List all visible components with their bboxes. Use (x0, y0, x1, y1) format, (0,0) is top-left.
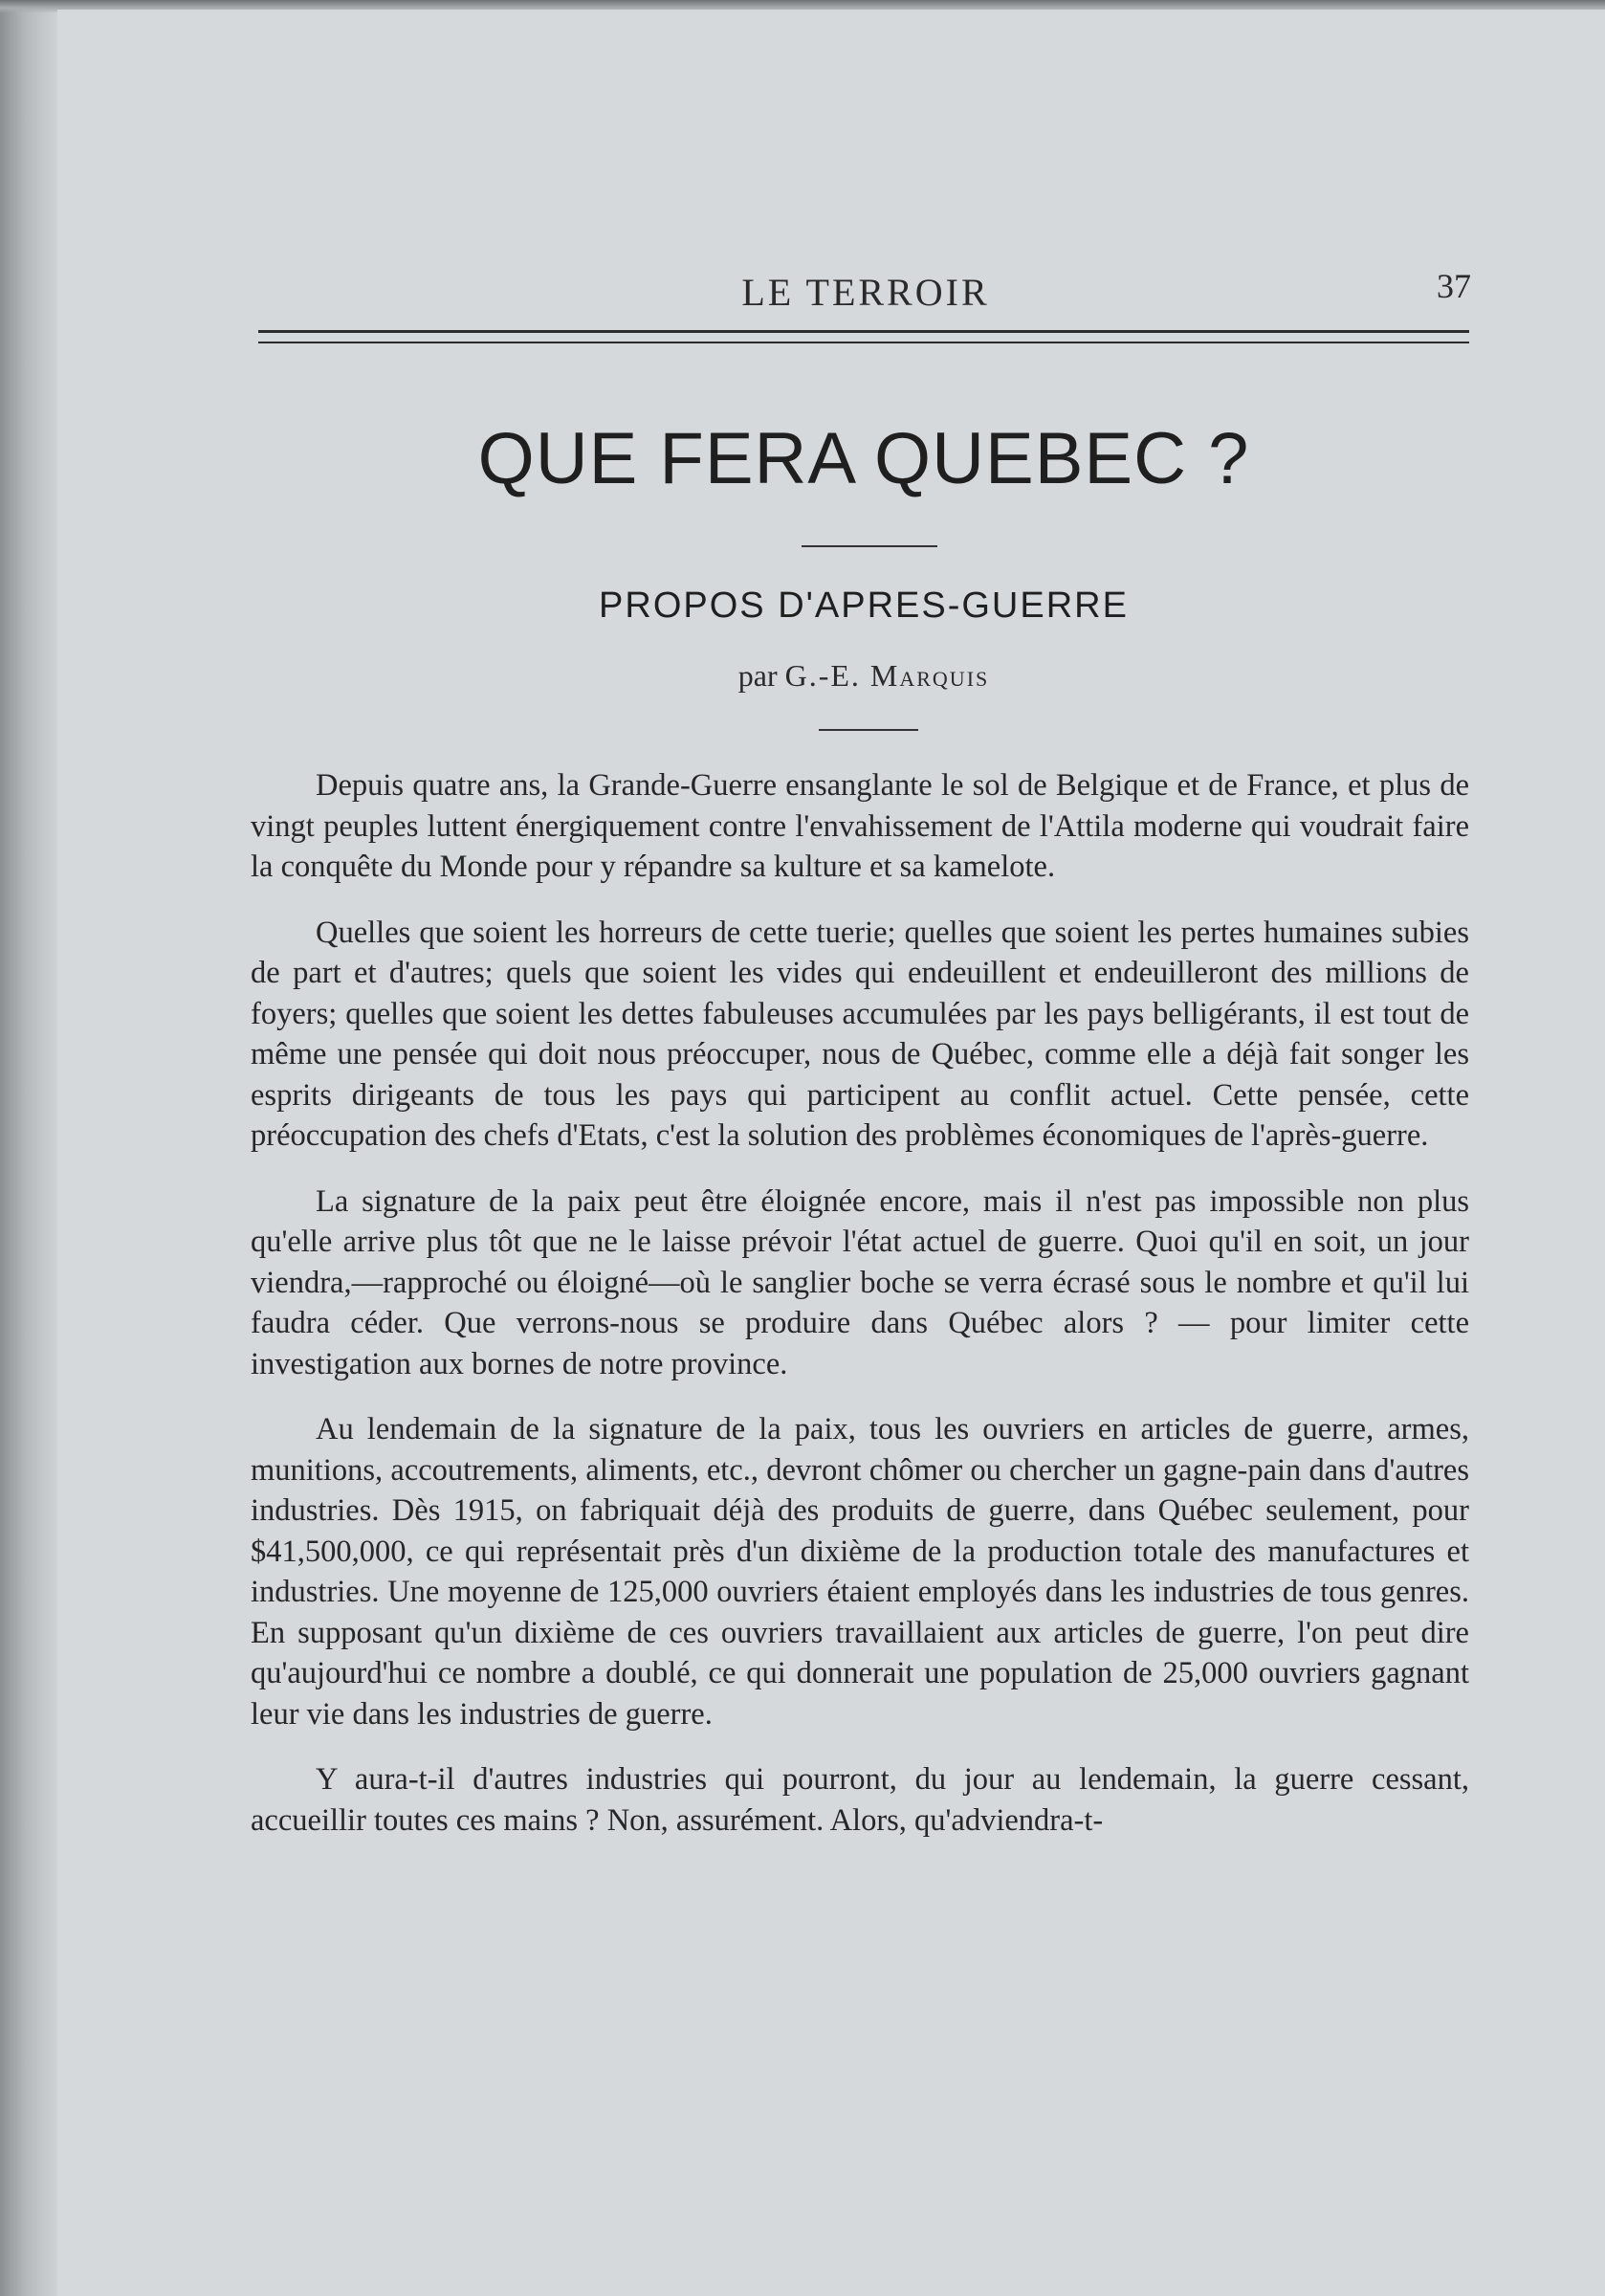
book-binding-edge (0, 0, 57, 2296)
byline-prefix: par (737, 658, 778, 693)
byline-dash-rule (819, 729, 918, 731)
paragraph-5: Y aura-t-il d'autres industries qui pourront, du jour au lendemain, la guerre cessant, accueillir toutes ces mains ? Non, assurément. Alors, qu'adviendra-t- (251, 1762, 1469, 1838)
article-title: QUE FERA QUEBEC ? (477, 418, 1250, 499)
paragraph-1: Depuis quatre ans, la Grande-Guerre ensanglante le sol de Belgique et de France, et plus de vingt peuples luttent énergiquement contre l'envahissement de l'Attila moderne qui voudrait faire la conquête du Monde pour y répandre sa kulture et sa kamelote. (251, 768, 1469, 884)
running-head (260, 267, 1471, 318)
running-title: LE TERROIR (741, 271, 990, 314)
paragraph-2: Quelles que soient les horreurs de cette tuerie; quelles que soient les pertes humaines subies de part et d'autres; quels que soient les vides qui endeuillent et endeuilleront des millions de foyers; quelles que soient les dettes fabuleuses accumulées par les pays belligérants, il est tout de même une pensée qui doit nous préoccuper, nous de Québec, comme elle a déjà fait songer les esprits dirigeants de tous les pays qui participent au conflit actuel. Cette pensée, cette préoccupation des chefs d'Etats, c'est la solution des problèmes économiques de l'après-guerre. (251, 915, 1469, 1153)
paragraph-3: La signature de la paix peut être éloignée encore, mais il n'est pas impossible non plus qu'elle arrive plus tôt que ne le laisse prévoir l'état actuel de guerre. Quoi qu'il en soit, un jour viendra,—rapproché ou éloigné—où le sanglier boche se verra écrasé sous le nombre et qu'il lui faudra céder. Que verrons-nous se produire dans Québec alors ? — pour limiter cette investigation aux bornes de notre province. (251, 1183, 1469, 1381)
page-number: 37 (1437, 267, 1471, 305)
article-subtitle: PROPOS D'APRES-GUERRE (599, 585, 1129, 626)
byline (258, 658, 1469, 694)
title-dash-rule (802, 545, 937, 547)
paragraph-4: Au lendemain de la signature de la paix, tous les ouvriers en articles de guerre, armes, munitions, accoutrements, aliments, etc., devront chômer ou chercher un gagne-pain dans d'autres industries. Dès 1915, on fabriquait déjà des produits de guerre, dans Québec seulement, pour $41,500,000, ce qui représentait près d'un dixième de la production totale des manufactures et industries. Une moyenne de 125,000 ouvriers étaient employés dans les industries de tous genres. En supposant qu'un dixième de ces ouvriers travaillaient aux articles de guerre, l'on peut dire qu'aujourd'hui ce nombre a doublé, ce qui donnerait une population de 25,000 ouvriers gagnant leur vie dans les industries de guerre. (251, 1412, 1469, 1732)
byline-author: G.-E. Marquis (784, 658, 990, 693)
header-double-rule (258, 330, 1469, 343)
article-body (251, 765, 1469, 1866)
